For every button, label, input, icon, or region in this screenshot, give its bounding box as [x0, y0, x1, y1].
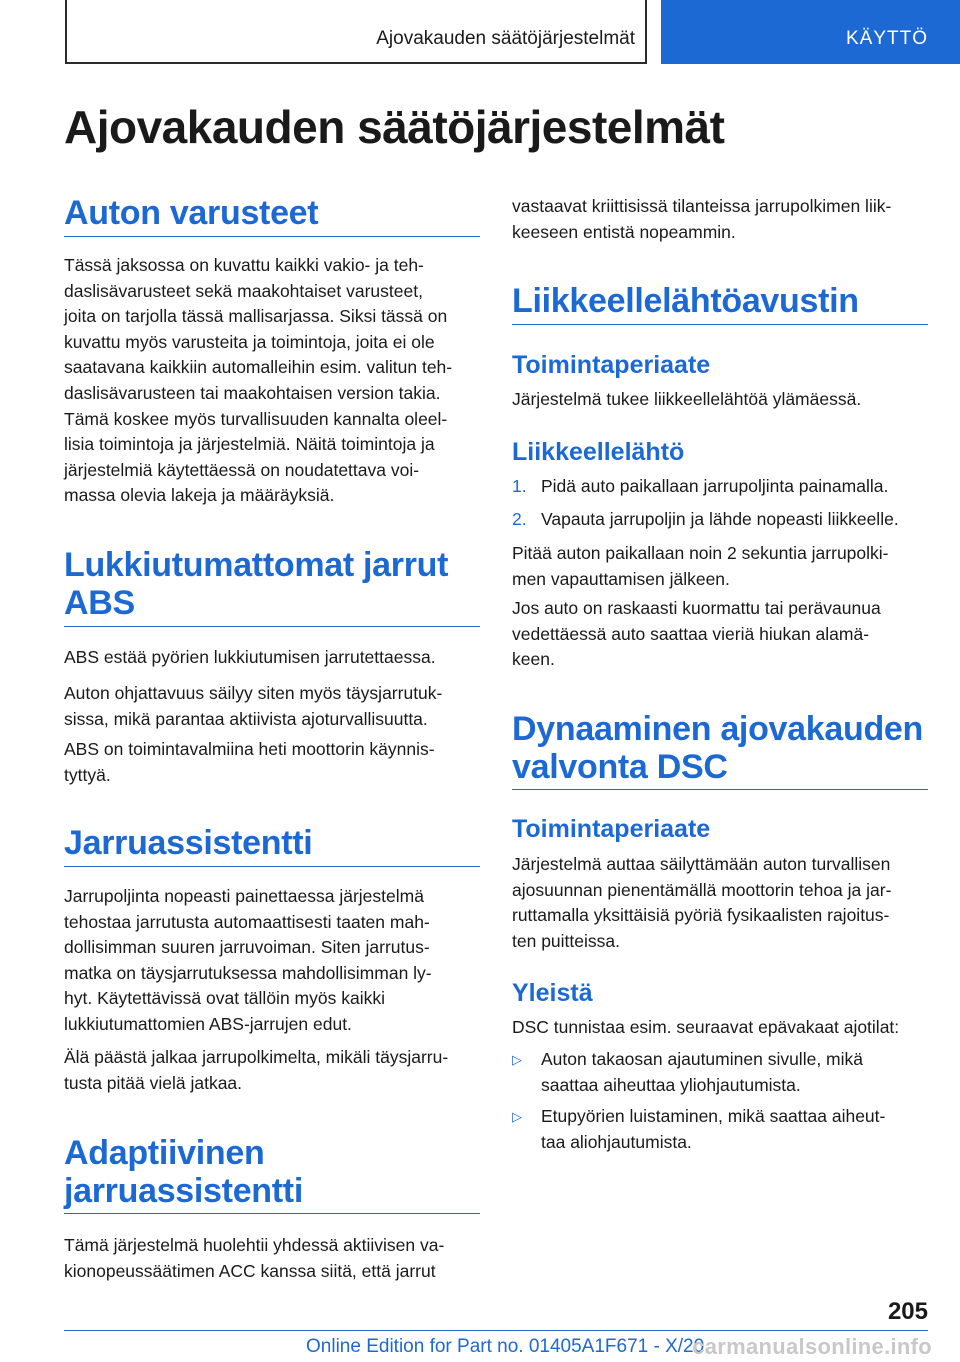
heading-rule — [64, 1213, 480, 1214]
list-item-bullet-1 — [512, 1047, 928, 1098]
text-line: ten puitteissa. — [512, 930, 620, 951]
heading-rule — [64, 866, 480, 867]
text-line: keen. — [512, 649, 555, 670]
page-number: 205 — [887, 1298, 928, 1325]
heading-line: valvonta DSC — [512, 748, 728, 786]
text-line: joita on tarjolla tässä mallisarjassa. Siksi tässä on — [64, 306, 448, 327]
text-line: Järjestelmä auttaa säilyttämään auton turvallisen — [512, 854, 891, 874]
paragraph-auton-varusteet — [64, 253, 480, 509]
heading-abs — [64, 546, 480, 622]
text-line: sissa, mikä parantaa aktiivista ajoturvallisuutta. — [64, 708, 428, 729]
header-chapter-title: KÄYTTÖ — [845, 28, 928, 49]
text-line: matka on täysjarrutuksessa mahdollisimman ly- — [64, 962, 432, 983]
text-line: saattaa aiheuttaa yliohjautumista. — [541, 1074, 801, 1095]
text-line: saatavana kaikkiin automalleihin esim. valitun teh- — [64, 357, 453, 378]
paragraph-adaptiivinen — [64, 1233, 480, 1284]
text-line: lukkiutumattomien ABS-jarrujen edut. — [64, 1013, 352, 1034]
text-line: massa olevia lakeja ja määräyksiä. — [64, 485, 335, 506]
paragraph-dsc-toimintaperiaate — [512, 852, 928, 954]
heading-line: Adaptiivinen — [64, 1134, 265, 1172]
text-line: ruttamalla yksittäisiä pyöriä fysikaalisten rajoitus- — [512, 905, 890, 926]
heading-rule — [512, 324, 928, 325]
header-chapter-tab — [661, 0, 960, 64]
text-line: vastaavat kriittisissä tilanteissa jarrupolkimen liik- — [512, 196, 892, 216]
watermark: carmanualsonline.info — [692, 1334, 932, 1359]
text-line: järjestelmiä käytettäessä on noudatettava voi- — [64, 459, 420, 480]
text-line: men vapauttamisen jälkeen. — [512, 568, 730, 589]
text-line: tehostaa jarrutusta automaattisesti taaten mah- — [64, 911, 430, 932]
text-line: hyt. Käytettävissä ovat tällöin myös kaikki — [64, 988, 385, 1009]
list-item-step-1 — [512, 474, 928, 500]
text-line: daslisävarusteen tai maakohtaisen version takia. — [64, 382, 441, 403]
heading-adaptiivinen — [64, 1134, 480, 1210]
heading-line: Dynaaminen ajovakauden — [512, 710, 923, 748]
heading-rule — [64, 626, 480, 627]
bullet-text — [512, 1047, 928, 1098]
text-line: ajosuunnan pienentämällä moottorin tehoa ja jar- — [512, 879, 892, 900]
heading-line: jarruassistentti — [64, 1172, 303, 1210]
heading-liikkeellelahtoavustin: Liikkeellelähtöavustin — [512, 282, 859, 320]
text-line: Auton ohjattavuus säilyy siten myös täysjarrutuk- — [64, 683, 443, 703]
triangle-bullet-icon: ▷ — [512, 1052, 522, 1067]
paragraph-yleista: DSC tunnistaa esim. seuraavat epävakaat ajotilat: — [512, 1017, 900, 1037]
paragraph-toimintaperiaate: Järjestelmä tukee liikkeellelähtöä ylämäessä. — [512, 389, 862, 409]
paragraph-abs-1: ABS estää pyörien lukkiutumisen jarrutettaessa. — [64, 647, 436, 667]
subheading-liikkeellelahto: Liikkeellelähtö — [512, 438, 685, 466]
step-text: Pidä auto paikallaan jarrupoljinta painamalla. — [541, 476, 889, 496]
heading-line: Lukkiutumattomat jarrut — [64, 546, 449, 584]
step-text: Vapauta jarrupoljin ja lähde nopeasti liikkeelle. — [541, 509, 899, 529]
paragraph-continuation — [512, 194, 928, 245]
text-line: Pitää auton paikallaan noin 2 sekuntia jarrupolki- — [512, 543, 889, 563]
bullet-text — [512, 1104, 928, 1155]
text-line: vedettäessä auto saattaa vieriä hiukan alamä- — [512, 623, 870, 644]
heading-rule — [64, 236, 480, 237]
header-section-title: Ajovakauden säätöjärjestelmät — [376, 28, 635, 49]
paragraph-jarruassistentti-2 — [64, 1045, 480, 1096]
heading-auton-varusteet: Auton varusteet — [64, 194, 319, 232]
text-line: lisia toimintoja ja järjestelmiä. Näitä toimintoja ja — [64, 434, 435, 455]
subheading-toimintaperiaate: Toimintaperiaate — [512, 351, 711, 379]
paragraph-jarruassistentti-1 — [64, 884, 480, 1038]
text-line: Tässä jaksossa on kuvattu kaikki vakio- ja teh- — [64, 255, 424, 275]
text-line: kionopeussäätimen ACC kanssa siitä, että jarrut — [64, 1260, 436, 1281]
page-title: Ajovakauden säätöjärjestelmät — [64, 101, 725, 153]
paragraph-liikkeellelahto-1 — [512, 541, 928, 592]
text-line: Jarrupoljinta nopeasti painettaessa järjestelmä — [64, 886, 424, 906]
heading-rule — [512, 789, 928, 790]
text-line: Auton takaosan ajautuminen sivulle, mikä — [541, 1049, 863, 1069]
text-line: keeseen entistä nopeammin. — [512, 221, 736, 242]
heading-line: ABS — [64, 584, 135, 622]
heading-dsc — [512, 710, 928, 786]
paragraph-abs-2 — [64, 681, 480, 732]
text-line: kuvattu myös varusteita ja toimintoja, joita ei ole — [64, 331, 435, 352]
step-number: 1. — [512, 476, 527, 496]
text-line: dollisimman suuren jarruvoiman. Siten jarrutus- — [64, 937, 430, 958]
text-line: taa aliohjautumista. — [541, 1131, 692, 1152]
list-item-bullet-2 — [512, 1104, 928, 1155]
heading-jarruassistentti: Jarruassistentti — [64, 824, 313, 862]
header-section-box — [65, 0, 647, 64]
subheading-yleista: Yleistä — [512, 979, 593, 1007]
list-item-step-2 — [512, 507, 928, 533]
step-number: 2. — [512, 509, 527, 529]
text-line: Etupyörien luistaminen, mikä saattaa aiheut- — [541, 1106, 886, 1126]
footer-edition-text: Online Edition for Part no. 01405A1F671 - X/20 — [306, 1336, 705, 1357]
text-line: daslisävarusteet sekä maakohtaiset varusteet, — [64, 280, 423, 301]
text-line: ABS on toimintavalmiina heti moottorin käynnis- — [64, 739, 435, 759]
text-line: Tämä koskee myös turvallisuuden kannalta oleel- — [64, 408, 448, 429]
paragraph-abs-3 — [64, 737, 480, 788]
text-line: Jos auto on raskaasti kuormattu tai perävaunua — [512, 598, 881, 618]
paragraph-liikkeellelahto-2 — [512, 596, 928, 673]
text-line: tyttyä. — [64, 764, 111, 785]
text-line: Älä päästä jalkaa jarrupolkimelta, mikäli täysjarru- — [64, 1047, 449, 1067]
subheading-dsc-toimintaperiaate: Toimintaperiaate — [512, 815, 711, 843]
triangle-bullet-icon: ▷ — [512, 1109, 522, 1124]
footer-rule — [64, 1330, 928, 1331]
text-line: tusta pitää vielä jatkaa. — [64, 1072, 243, 1093]
text-line: Tämä järjestelmä huolehtii yhdessä aktiivisen va- — [64, 1235, 445, 1255]
